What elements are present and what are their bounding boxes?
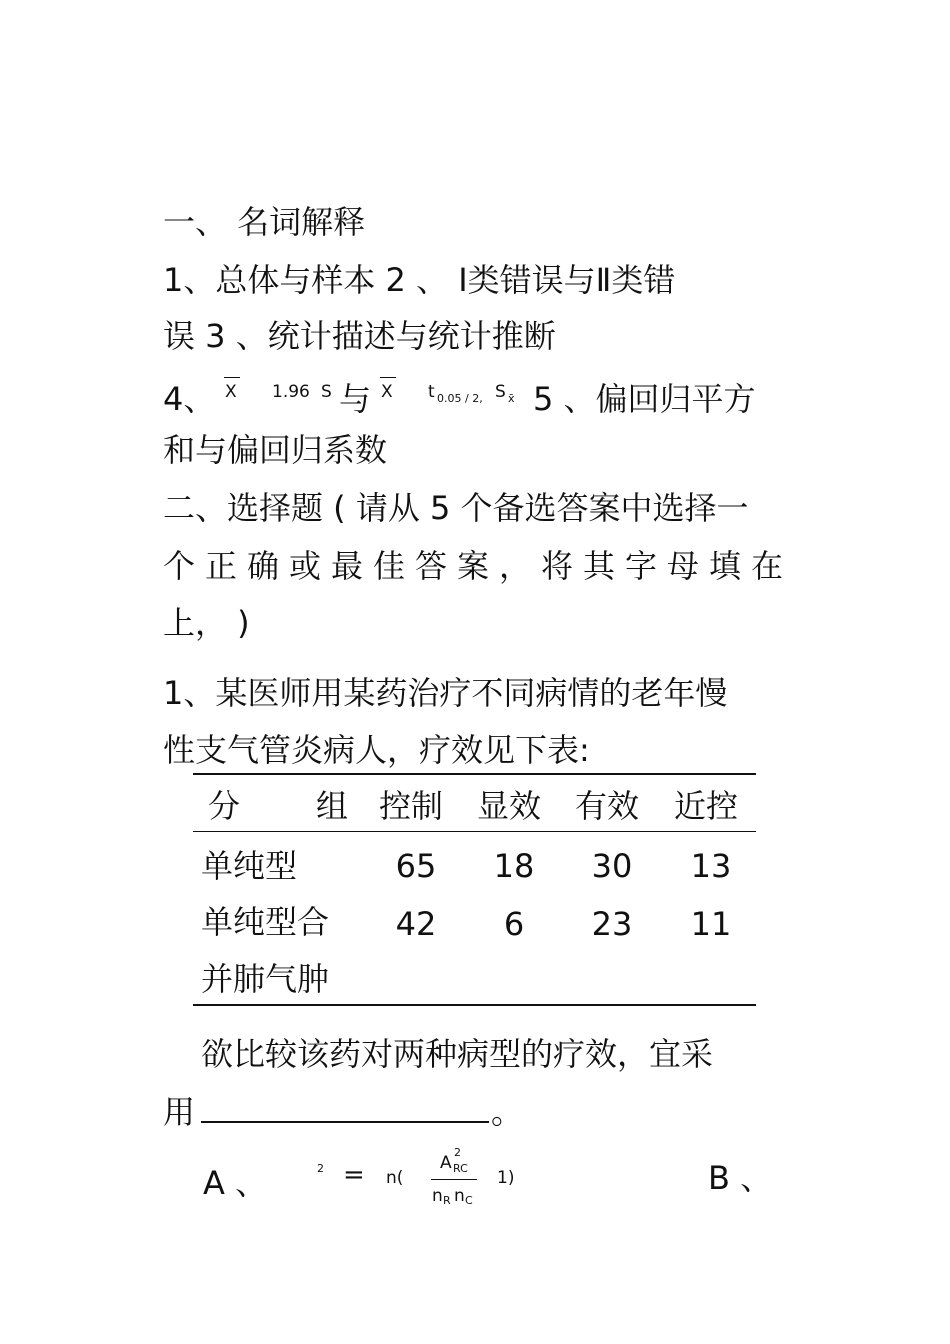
- numerator-subscript: RC: [453, 1162, 468, 1175]
- table-header-col-1: 控制: [379, 787, 444, 825]
- table-row-2-cell-1: 42: [395, 905, 437, 943]
- table-row-1-cell-3: 30: [591, 847, 633, 885]
- denominator-sub1: R: [443, 1194, 451, 1207]
- terms-line-2: 误 3 、统计描述与统计推断: [163, 317, 556, 355]
- table-header-col-2: 显效: [477, 787, 542, 825]
- x-bar-1: X: [225, 382, 237, 402]
- n-open-paren: n(: [386, 1168, 404, 1188]
- section-heading: 一、 名词解释: [163, 203, 366, 241]
- s-symbol-2: S: [495, 382, 506, 402]
- table-row-1-cell-1: 65: [395, 847, 437, 885]
- coefficient: 1.96: [272, 382, 310, 402]
- table-row-2-cell-2: 6: [503, 905, 525, 943]
- table-header-col-3: 有效: [575, 787, 640, 825]
- choice-heading-line-1: 二、选择题 ( 请从 5 个备选答案中选择一: [163, 489, 749, 527]
- question-prompt-prefix: 用: [163, 1093, 196, 1131]
- choice-heading-line-2: 个正确或最佳答案，将其字母填在: [163, 547, 794, 585]
- numerator-superscript: 2: [454, 1146, 461, 1159]
- question-prompt-suffix: 。: [491, 1093, 524, 1131]
- table-bottom-rule: [193, 1004, 756, 1006]
- chi-square-superscript: 2: [317, 1162, 324, 1175]
- table-header-rule: [193, 831, 756, 832]
- s-subscript: x̄: [508, 392, 515, 405]
- answer-blank[interactable]: [201, 1121, 489, 1123]
- terms-line-3-tail: 5 、偏回归平方: [533, 380, 756, 418]
- conjunction: 与: [339, 380, 372, 418]
- minus-one-close: 1): [497, 1168, 515, 1188]
- option-a-label: A 、: [203, 1164, 268, 1202]
- question-stem-line-1: 1、某医师用某药治疗不同病情的老年慢: [163, 674, 728, 712]
- t-symbol: t: [428, 382, 435, 402]
- table-row-2-label-line-2: 并肺气肿: [201, 960, 330, 998]
- table-header-group-a: 分: [208, 787, 241, 825]
- table-header-col-4: 近控: [674, 787, 739, 825]
- table-row-1-cell-2: 18: [493, 847, 535, 885]
- table-row-1-cell-4: 13: [690, 847, 732, 885]
- denominator-n1: n: [432, 1186, 443, 1206]
- table-row-1-label: 单纯型: [201, 847, 298, 885]
- terms-line-4: 和与偏回归系数: [163, 431, 388, 469]
- table-top-rule: [193, 773, 756, 775]
- table-row-2-cell-4: 11: [690, 905, 732, 943]
- item-number: 4、: [163, 380, 216, 418]
- choice-heading-line-3: 上， ): [163, 604, 250, 642]
- table-row-2-label-line-1: 单纯型合: [201, 903, 330, 941]
- question-stem-line-2: 性支气管炎病人，疗效见下表:: [163, 731, 590, 769]
- denominator-n2: n: [454, 1186, 465, 1206]
- overbar-1: [224, 377, 240, 378]
- terms-line-1: 1、总体与样本 2 、 Ⅰ类错误与Ⅱ类错: [163, 261, 676, 299]
- denominator-sub2: C: [465, 1194, 473, 1207]
- fraction-bar: [431, 1179, 477, 1180]
- s-symbol: S: [321, 382, 332, 402]
- table-header-group-b: 组: [316, 787, 349, 825]
- overbar-2: [380, 377, 396, 378]
- option-b-label[interactable]: B 、: [708, 1159, 773, 1197]
- numerator-a: A: [440, 1153, 452, 1173]
- x-bar-2: X: [381, 382, 393, 402]
- table-row-2-cell-3: 23: [591, 905, 633, 943]
- t-subscript: 0.05 / 2,: [437, 392, 483, 405]
- question-prompt-line-1: 欲比较该药对两种病型的疗效，宜采: [201, 1035, 714, 1073]
- equals-sign: =: [343, 1160, 365, 1190]
